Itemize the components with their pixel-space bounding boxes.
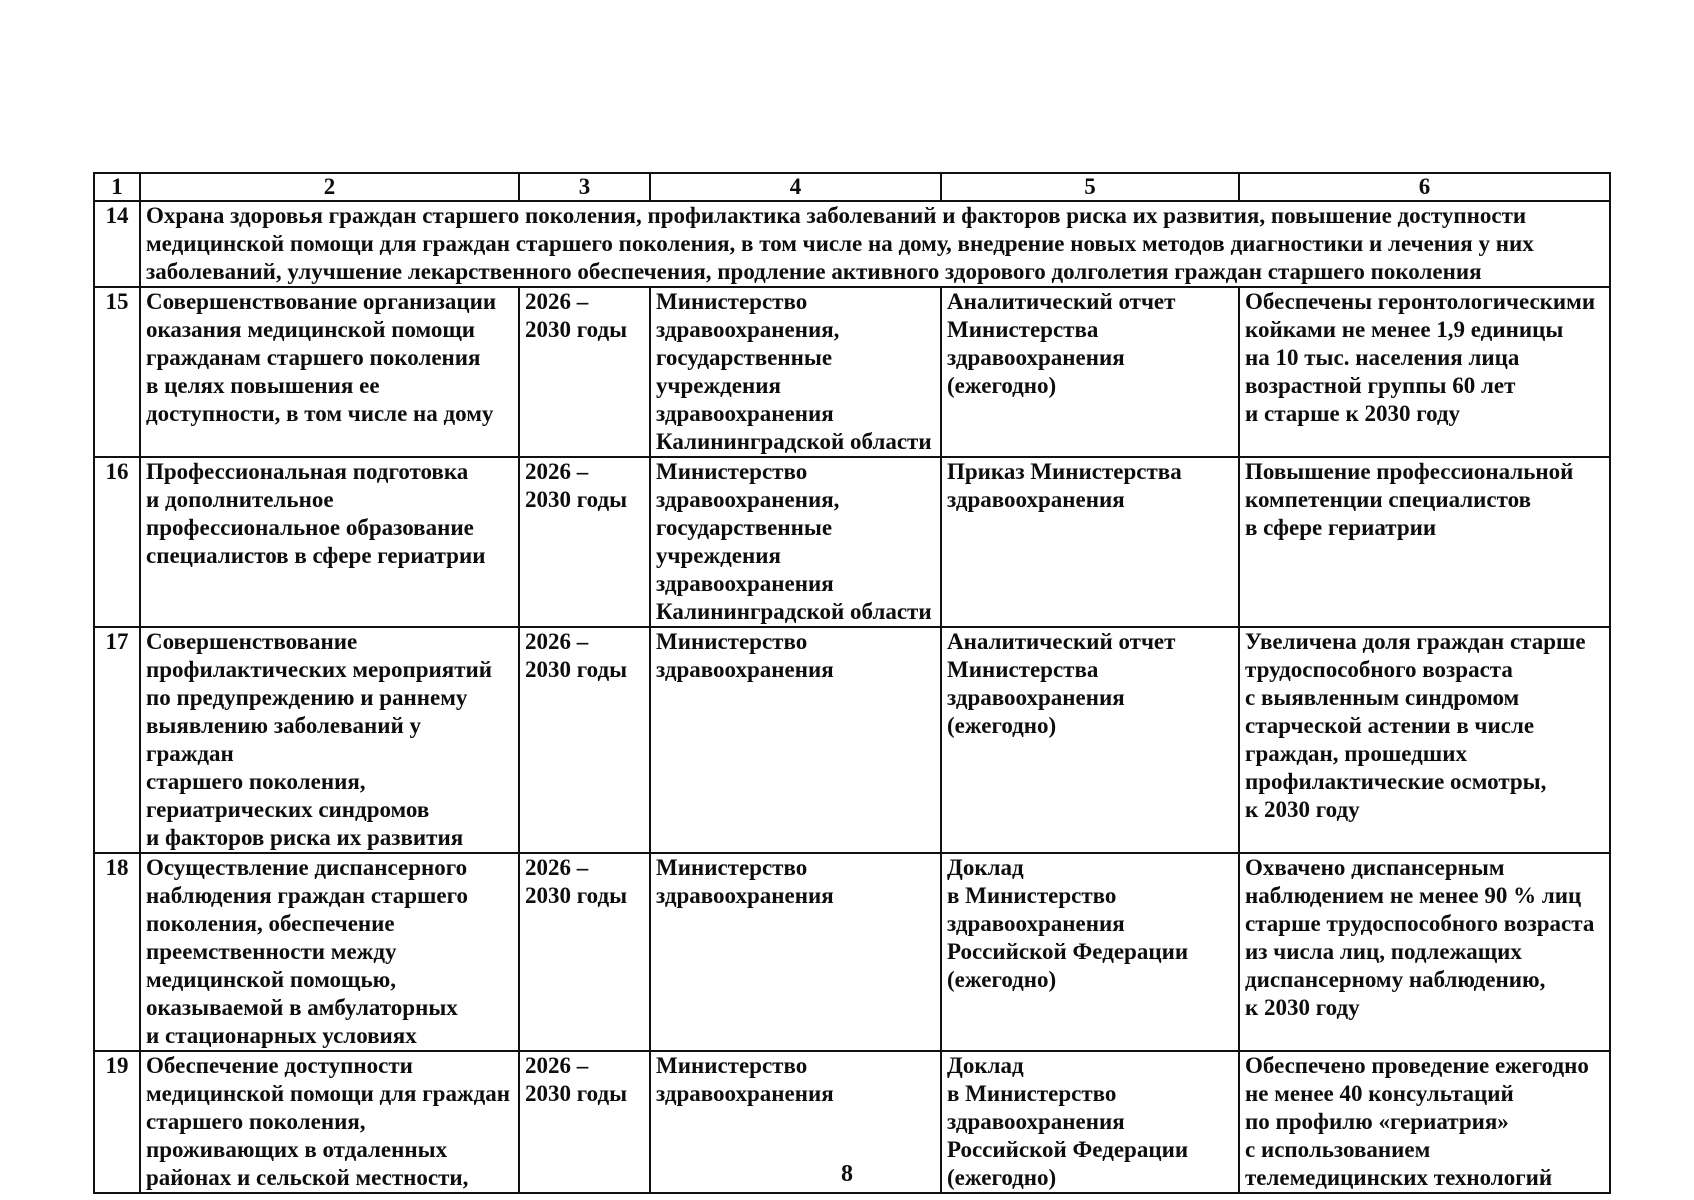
row-number: 16: [94, 457, 140, 627]
section-title: Охрана здоровья граждан старшего поколения, профилактика заболеваний и факторов риска их развития, повышение доступности медицинской помощи для граждан старшего поколения, в том числе на дому, внедрение новых методов диагностики и лечения у них заболеваний, улучшение лекарственного обеспечения, продление активного здорового долголетия граждан старшего поколения: [140, 201, 1610, 287]
executor-cell: Министерство здравоохранения, государственные учреждения здравоохранения Калининградской области: [650, 287, 941, 457]
table-row: [94, 627, 1610, 853]
report-cell: Доклад в Министерство здравоохранения Российской Федерации (ежегодно): [941, 1051, 1239, 1193]
period-cell: 2026 – 2030 годы: [519, 1051, 650, 1193]
row-number: 17: [94, 627, 140, 853]
period-cell: 2026 – 2030 годы: [519, 853, 650, 1051]
row-number: 19: [94, 1051, 140, 1193]
report-cell: Аналитический отчет Министерства здравоохранения (ежегодно): [941, 287, 1239, 457]
result-cell: Повышение профессиональной компетенции специалистов в сфере гериатрии: [1239, 457, 1610, 627]
result-cell: Охвачено диспансерным наблюдением не менее 90 % лиц старше трудоспособного возраста из числа лиц, подлежащих диспансерному наблюдению, к 2030 году: [1239, 853, 1610, 1051]
result-cell: Обеспечено проведение ежегодно не менее 40 консультаций по профилю «гериатрия» с использованием телемедицинских технологий: [1239, 1051, 1610, 1193]
row-number: 15: [94, 287, 140, 457]
column-header: 6: [1239, 173, 1610, 201]
row-number: 14: [94, 201, 140, 287]
section-row: [94, 201, 1610, 287]
column-header: 2: [140, 173, 519, 201]
column-number-header-row: [94, 173, 1610, 201]
row-number: 18: [94, 853, 140, 1051]
report-cell: Приказ Министерства здравоохранения: [941, 457, 1239, 627]
period-cell: 2026 – 2030 годы: [519, 627, 650, 853]
table-row: [94, 853, 1610, 1051]
executor-cell: Министерство здравоохранения, государственные учреждения здравоохранения Калининградской области: [650, 457, 941, 627]
executor-cell: Министерство здравоохранения: [650, 1051, 941, 1193]
column-header: 5: [941, 173, 1239, 201]
table-row: [94, 457, 1610, 627]
action-plan-table: [93, 172, 1611, 1194]
measure-cell: Обеспечение доступности медицинской помощи для граждан старшего поколения, проживающих в отдаленных районах и сельской местности,: [140, 1051, 519, 1193]
result-cell: Обеспечены геронтологическими койками не менее 1,9 единицы на 10 тыс. населения лица возрастной группы 60 лет и старше к 2030 году: [1239, 287, 1610, 457]
column-header: 3: [519, 173, 650, 201]
executor-cell: Министерство здравоохранения: [650, 627, 941, 853]
measure-cell: Совершенствование профилактических мероприятий по предупреждению и раннему выявлению заболеваний у граждан старшего поколения, гериатрических синдромов и факторов риска их развития: [140, 627, 519, 853]
measure-cell: Профессиональная подготовка и дополнительное профессиональное образование специалистов в сфере гериатрии: [140, 457, 519, 627]
period-cell: 2026 – 2030 годы: [519, 287, 650, 457]
report-cell: Доклад в Министерство здравоохранения Российской Федерации (ежегодно): [941, 853, 1239, 1051]
period-cell: 2026 – 2030 годы: [519, 457, 650, 627]
measure-cell: Осуществление диспансерного наблюдения граждан старшего поколения, обеспечение преемственности между медицинской помощью, оказываемой в амбулаторных и стационарных условиях: [140, 853, 519, 1051]
executor-cell: Министерство здравоохранения: [650, 853, 941, 1051]
measure-cell: Совершенствование организации оказания медицинской помощи гражданам старшего поколения в целях повышения ее доступности, в том числе на дому: [140, 287, 519, 457]
report-cell: Аналитический отчет Министерства здравоохранения (ежегодно): [941, 627, 1239, 853]
table-row: [94, 287, 1610, 457]
page-number: 8: [841, 1161, 853, 1187]
column-header: 1: [94, 173, 140, 201]
result-cell: Увеличена доля граждан старше трудоспособного возраста с выявленным синдромом старческой астении в числе граждан, прошедших профилактические осмотры, к 2030 году: [1239, 627, 1610, 853]
column-header: 4: [650, 173, 941, 201]
